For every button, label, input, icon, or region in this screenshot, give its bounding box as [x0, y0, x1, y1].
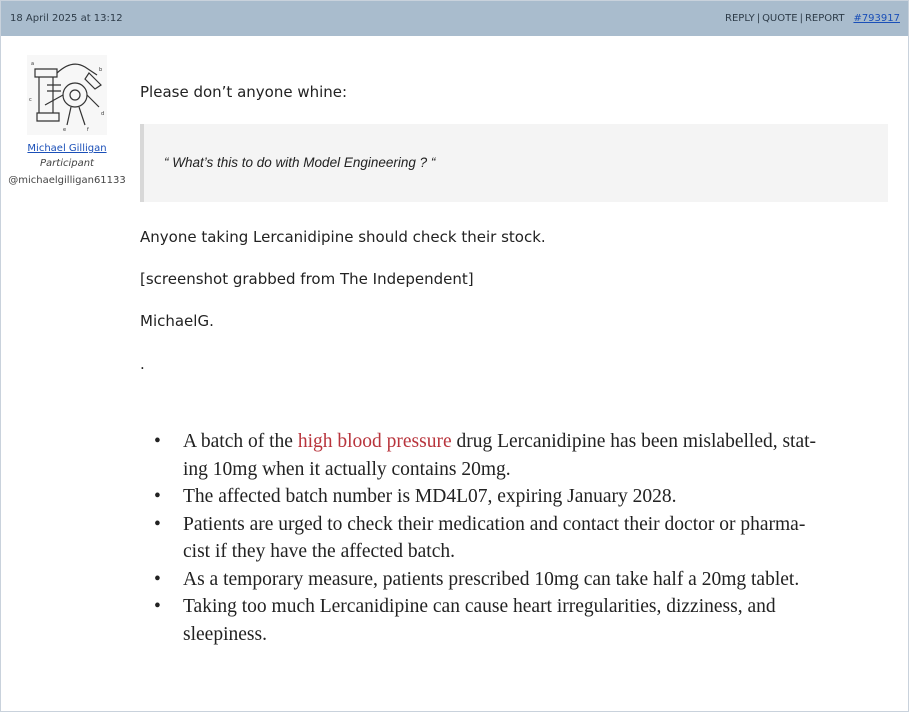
avatar[interactable] [27, 55, 107, 135]
bullet-line [183, 538, 885, 566]
quote-text: “ What’s this to do with Model Engineering ? “ [164, 155, 436, 170]
bullet-glyph: • [154, 486, 161, 507]
author-panel [1, 55, 133, 186]
bullet-text: As a temporary measure, patients prescribed 10mg can take half a 20mg tablet. [183, 568, 800, 590]
source-note: [screenshot grabbed from The Independent] [140, 270, 474, 288]
svg-text:a: a [31, 61, 35, 67]
bullet-line [183, 593, 885, 621]
bullet-glyph: • [154, 431, 161, 452]
bullet-line [183, 456, 885, 484]
news-bullet-item [140, 566, 885, 594]
svg-text:b: b [99, 67, 103, 73]
news-bullet-item [140, 593, 885, 648]
post-date: 18 April 2025 at 13:12 [10, 13, 123, 24]
quote-link[interactable]: QUOTE [762, 13, 798, 24]
reply-link[interactable]: REPLY [725, 13, 755, 24]
spacer-dot: . [140, 355, 145, 373]
svg-text:f: f [87, 127, 89, 133]
post-number-link[interactable]: #793917 [853, 13, 900, 24]
news-bullet-item [140, 483, 885, 511]
svg-text:e: e [63, 127, 67, 133]
bullet-text: The affected batch number is MD4L07, expiring January 2028. [183, 486, 677, 507]
bullet-text: sleepiness. [183, 623, 267, 645]
intro-text: Please don’t anyone whine: [140, 83, 348, 101]
bullet-line [183, 566, 885, 594]
bullet-text: Patients are urged to check their medication and contact their doctor or pharma- [183, 513, 806, 535]
bullet-text: A batch of the [183, 431, 298, 452]
author-name-link[interactable]: Michael Gilligan [27, 143, 107, 154]
post-header [1, 1, 908, 36]
post-actions [725, 13, 900, 24]
bullet-text: ing 10mg when it actually contains 20mg. [183, 458, 511, 480]
svg-text:c: c [29, 97, 32, 103]
signature: MichaelG. [140, 312, 214, 330]
bullet-line [183, 428, 885, 456]
author-handle: @michaelgilligan61133 [8, 175, 126, 186]
author-role: Participant [40, 158, 94, 169]
news-bullet-list [140, 428, 885, 648]
action-separator: | [799, 13, 803, 24]
bullet-text: cist if they have the affected batch. [183, 541, 455, 562]
action-separator: | [756, 13, 761, 24]
bullet-line [183, 621, 885, 649]
report-link[interactable]: REPORT [804, 13, 845, 24]
news-bullet-item [140, 511, 885, 566]
bullet-line [183, 511, 885, 539]
body-text: Anyone taking Lercanidipine should check their stock. [140, 228, 546, 246]
bullet-text: Taking too much Lercanidipine can cause heart irregularities, dizziness, and [183, 596, 776, 617]
highlighted-link-text: high blood pressure [297, 431, 452, 452]
blockquote [140, 124, 888, 202]
svg-text:d: d [101, 111, 105, 117]
news-bullet-item [140, 428, 885, 483]
bullet-text: drug Lercanidipine has been mislabelled, stat- [451, 431, 817, 452]
bullet-glyph: • [154, 568, 161, 590]
bullet-glyph: • [154, 513, 161, 535]
bullet-line [183, 483, 885, 511]
embedded-screenshot-image [140, 428, 885, 668]
bullet-glyph: • [154, 596, 161, 617]
